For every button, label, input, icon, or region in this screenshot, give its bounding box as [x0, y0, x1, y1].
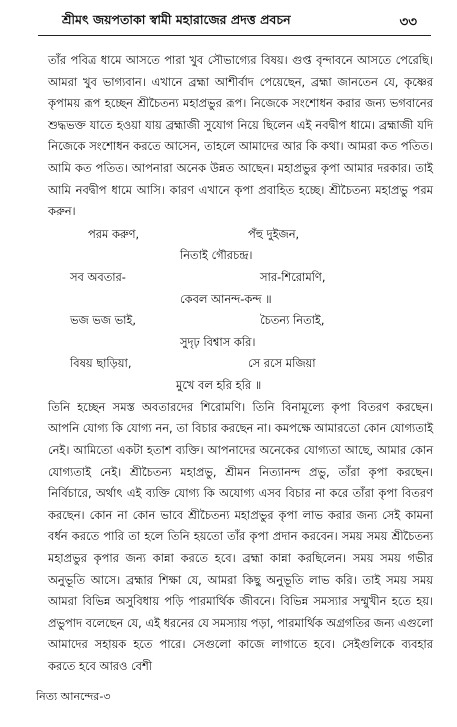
paragraph-1-text: তাঁর পবিত্র ধামে আসতে পারা খুব সৌভাগ্যের বিষয়। গুপ্ত বৃন্দাবনে আসতে পেরেছি। আমরা খুব ভাগ্যবান। এখানে ব্রহ্মা আশীর্বাদ পেয়েছেন, ব্রহ্মা জানতেন যে, কৃষ্ণের কৃপাময় রূপ হচ্ছেন শ্রীচৈতন্য মহাপ্রভুর রূপ। নিজেকে সংশোধন করার জন্য ভগবানের শুদ্ধভক্ত যাতে হওয়া যায় ব্রহ্মাজী সুযোগ নিয়ে ছিলেন এই নবদ্বীপ ধামে। ব্রহ্মাজী যদি নিজেকে সংশোধন করতে আসেন, তাহলে আমাদের আর কি কথা। আমরা কত পতিত। আমি কত পতিত। আপনারা অনেক উন্নত আছেন। মহাপ্রভুর কৃপা আমার দরকার। তাই আমি নবদ্বীপ ধামে আসি। কারণ এখানে কৃপা প্রবাহিত হচ্ছে। শ্রীচৈতন্য মহাপ্রভু পরম করুন।: [48, 53, 433, 219]
verse-line-1b: পঁহু দুইজন,: [248, 226, 300, 241]
verse-line-2: নিতাই গৌরচন্দ্র।: [180, 247, 253, 262]
verse-block: [48, 224, 433, 396]
verse-line-5a: ভজ ভজ ভাই,: [70, 312, 136, 327]
verse-line-3a: সব অবতার-: [70, 269, 126, 284]
paragraph-1: [48, 50, 433, 223]
header-rule: [38, 35, 431, 36]
verse-line-6: সুদৃঢ় বিশ্বাস করি।: [180, 334, 256, 349]
page-footer: নিত্য আনন্দের-৩: [36, 690, 111, 703]
paragraph-2-text: তিনি হচ্ছেন সমস্ত অবতারদের শিরোমণি। তিনি বিনামূল্যে কৃপা বিতরণ করছেন। আপনি যোগ্য কি যোগ্য নন, তা বিচার করছেন না। কমপক্ষে আমারতো কোন যোগ্যতাই নেই। আমিতো একটা হতাশ ব্যক্তি। আপনাদের অনেকের যোগ্যতা আছে, আমার কোন যোগ্যতাই নেই। শ্রীচৈতন্য মহাপ্রভু, শ্রীমন নিত্যানন্দ প্রভু, তাঁরা কৃপা করছেন। নির্বিচারে, অর্থাৎ এই ব্যক্তি যোগ্য কি অযোগ্য এসব বিচার না করে তাঁরা কৃপা বিতরণ করছেন। কোন না কোন ভাবে শ্রীচৈতন্য মহাপ্রভুর কৃপা লাভ করার জন্য সেই কামনা বর্ধন করতে পারি তা হলে তিনি হয়তো তাঁর কৃপা প্রদান করবেন। সময় সময় শ্রীচৈতন্য মহাপ্রভুর কৃপার জন্য কান্না করতে হবে। ব্রহ্মা কান্না করছিলেন। সময় সময় গভীর অনুভূতি আসে। ব্রহ্মার শিক্ষা যে, আমরা কিছু অনুভূতি লাভ করি। তাই সময় সময় আমরা বিভিন্ন অসুবিধায় পড়ি পারমার্থিক জীবনে। বিভিন্ন সমস্যার সম্মুখীন হতে হয়। প্রভুপাদ বলেছেন যে, এই ধরনের যে সমস্যায় পড়া, পারমার্থিক অগ্রগতির জন্য এগুলো আমাদের সহায়ক হতে পারে। সেগুলো কাজে লাগাতে হবে। সেইগুলিকে ব্যবহার করতে হবে আরও বেশী: [48, 399, 433, 673]
paragraph-2: [48, 397, 433, 678]
verse-line-7a: বিষয় ছাড়িয়া,: [70, 355, 132, 370]
verse-line-4: কেবল আনন্দ-কন্দ ॥: [180, 291, 272, 306]
page-number: ৩৩: [399, 14, 417, 30]
verse-line-3b: সার-শিরোমণি,: [260, 269, 326, 284]
verse-line-7b: সে রসে মজিয়া: [248, 355, 316, 370]
page-body: [48, 50, 433, 677]
page-header: [0, 10, 457, 32]
verse-line-8: মুখে বল হরি হরি ॥: [176, 377, 262, 392]
running-title: শ্রীমৎ জয়পতাকা স্বামী মহারাজের প্রদত্ত প্রবচন: [62, 12, 291, 27]
verse-line-1a: পরম করুণ,: [88, 226, 140, 241]
verse-line-5b: চৈতন্য নিতাই,: [260, 312, 325, 327]
